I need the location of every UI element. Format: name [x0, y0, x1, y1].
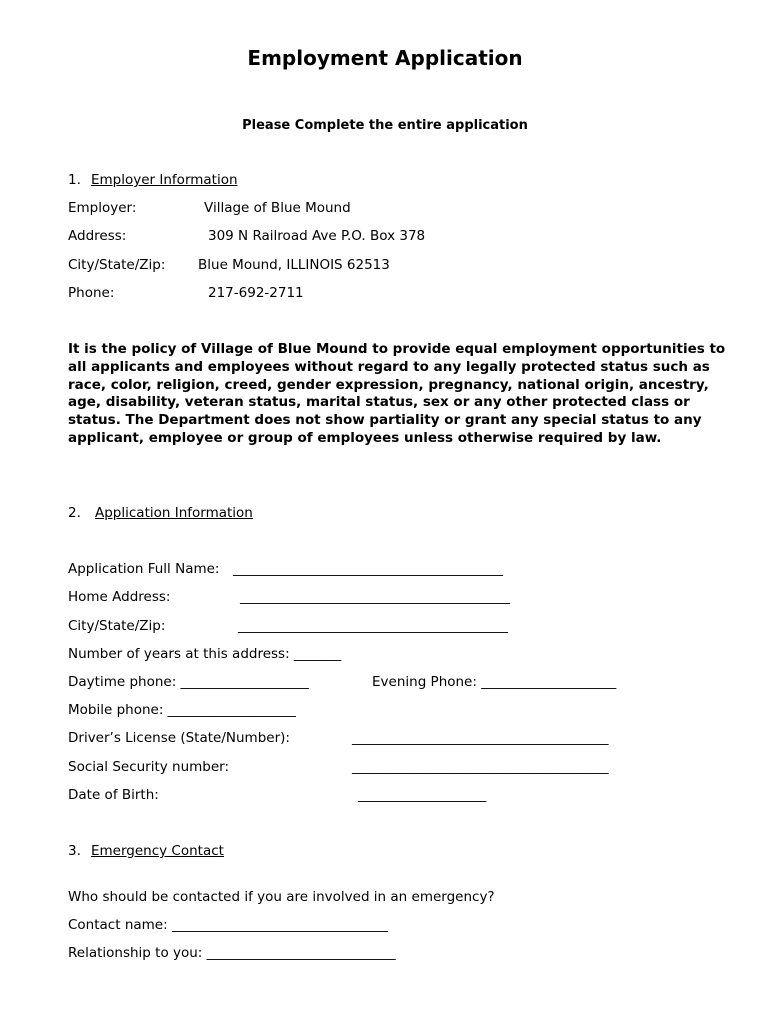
phone-value: 217-692-2711	[208, 285, 304, 301]
applicant-city-field[interactable]: ________________________________________	[238, 618, 508, 634]
phone-label: Phone:	[68, 285, 115, 301]
section1-heading: Employer Information	[91, 172, 238, 188]
document-subtitle: Please Complete the entire application	[242, 118, 528, 133]
emergency-question: Who should be contacted if you are involved in an emergency?	[68, 889, 495, 905]
document-title: Employment Application	[247, 46, 523, 70]
section2-heading: Application Information	[95, 505, 253, 521]
years-at-address-field[interactable]: Number of years at this address: _______	[68, 646, 342, 662]
drivers-license-field[interactable]: ______________________________________	[352, 730, 609, 746]
dob-field[interactable]: ___________________	[358, 787, 487, 803]
home-address-label: Home Address:	[68, 589, 171, 605]
full-name-label: Application Full Name:	[68, 561, 220, 577]
home-address-field[interactable]: ________________________________________	[240, 589, 510, 605]
mobile-phone-field[interactable]: Mobile phone: ___________________	[68, 702, 296, 718]
ssn-field[interactable]: ______________________________________	[352, 759, 609, 775]
section3-heading: Emergency Contact	[91, 843, 224, 859]
section1-number: 1.	[68, 172, 81, 188]
address-value: 309 N Railroad Ave P.O. Box 378	[208, 228, 426, 244]
section2-number: 2.	[68, 505, 81, 521]
evening-phone-field[interactable]: Evening Phone: ____________________	[372, 674, 617, 690]
daytime-phone-field[interactable]: Daytime phone: ___________________	[68, 674, 309, 690]
ssn-label: Social Security number:	[68, 759, 230, 775]
employer-value: Village of Blue Mound	[204, 200, 351, 216]
employer-label: Employer:	[68, 200, 137, 216]
relationship-field[interactable]: Relationship to you: ____________________________	[68, 945, 396, 961]
full-name-field[interactable]: ________________________________________	[233, 561, 503, 577]
city-state-zip-value: Blue Mound, ILLINOIS 62513	[198, 257, 390, 273]
section3-number: 3.	[68, 843, 81, 859]
contact-name-field[interactable]: Contact name: ________________________________	[68, 917, 388, 933]
city-state-zip-label: City/State/Zip:	[68, 257, 166, 273]
equal-opportunity-policy: It is the policy of Village of Blue Mound to provide equal employment opportunities to all applicants and employees without regard to any legally protected status such as race, color, religion, creed, gender expression, pregnancy, national origin, ancestry, age, disability, veteran status, marital status, sex or any other protected class or status. The Department does not show partiality or grant any special status to any applicant, employee or group of employees unless otherwise required by law.	[68, 341, 726, 446]
applicant-city-label: City/State/Zip:	[68, 618, 166, 634]
address-label: Address:	[68, 228, 127, 244]
drivers-license-label: Driver’s License (State/Number):	[68, 730, 290, 746]
dob-label: Date of Birth:	[68, 787, 159, 803]
